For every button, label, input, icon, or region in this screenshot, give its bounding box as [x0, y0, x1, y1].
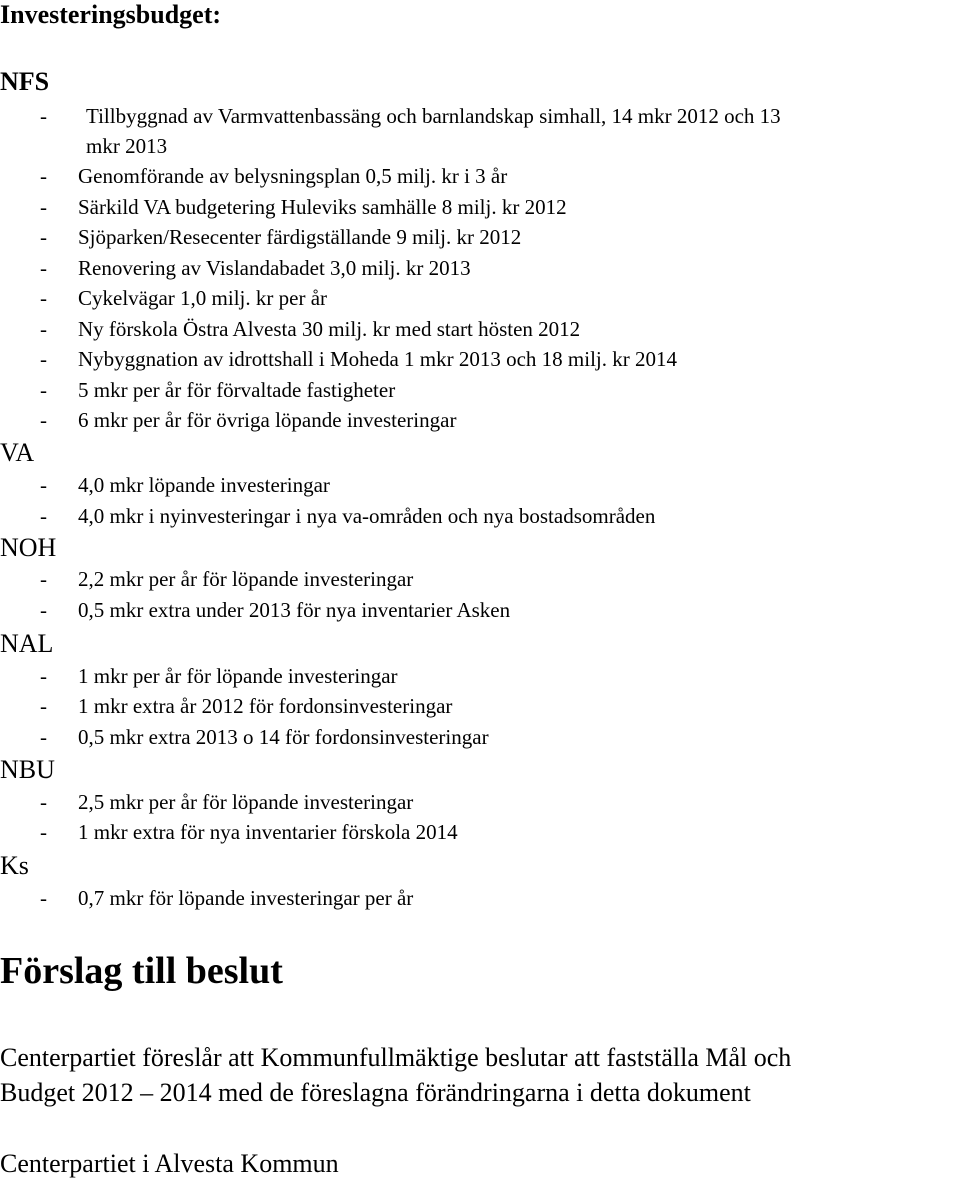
list-item-text: 4,0 mkr i nyinvesteringar i nya va-områden och nya bostadsområden	[78, 504, 656, 528]
decision-text-line-2: Budget 2012 – 2014 med de föreslagna förändringarna i detta dokument	[0, 1078, 751, 1107]
list-dash: -	[40, 820, 47, 844]
list-dash: -	[40, 567, 47, 591]
list-item-text: Ny förskola Östra Alvesta 30 milj. kr med start hösten 2012	[78, 317, 581, 341]
section-heading-nfs: NFS	[0, 67, 50, 96]
list-item-text: Tillbyggnad av Varmvattenbassäng och barnlandskap simhall, 14 mkr 2012 och 13	[86, 104, 781, 128]
decision-text-line-1: Centerpartiet föreslår att Kommunfullmäktige beslutar att fastställa Mål och	[0, 1043, 792, 1072]
list-item-text: Cykelvägar 1,0 milj. kr per år	[78, 286, 328, 310]
list-dash: -	[40, 347, 47, 371]
section-heading-va: VA	[0, 438, 35, 467]
list-dash: -	[40, 378, 47, 402]
decision-heading: Förslag till beslut	[0, 950, 283, 992]
list-dash: -	[40, 694, 47, 718]
list-dash: -	[40, 504, 47, 528]
list-item-text: 4,0 mkr löpande investeringar	[78, 473, 330, 497]
list-item-text: 5 mkr per år för förvaltade fastigheter	[78, 378, 396, 402]
section-heading-noh: NOH	[0, 533, 57, 562]
list-dash: -	[40, 164, 47, 188]
list-dash: -	[40, 256, 47, 280]
section-heading-ks: Ks	[0, 851, 29, 880]
list-dash: -	[40, 598, 47, 622]
list-item-text: Särkild VA budgetering Huleviks samhälle 8 milj. kr 2012	[78, 195, 567, 219]
list-dash: -	[40, 790, 47, 814]
section-heading-nal: NAL	[0, 629, 54, 658]
list-item-text: Sjöparken/Resecenter färdigställande 9 milj. kr 2012	[78, 225, 522, 249]
list-item-text: Nybyggnation av idrottshall i Moheda 1 mkr 2013 och 18 milj. kr 2014	[78, 347, 678, 371]
list-item-text: 6 mkr per år för övriga löpande investeringar	[78, 408, 457, 432]
list-item-text: 0,5 mkr extra under 2013 för nya inventarier Asken	[78, 598, 511, 622]
list-dash: -	[40, 725, 47, 749]
list-item-text: mkr 2013	[86, 134, 168, 158]
list-item-text: 1 mkr extra år 2012 för fordonsinvesteringar	[78, 694, 453, 718]
page-title: Investeringsbudget:	[0, 0, 222, 29]
list-item-text: 1 mkr extra för nya inventarier förskola 2014	[78, 820, 458, 844]
list-dash: -	[40, 104, 47, 128]
list-item-text: 2,2 mkr per år för löpande investeringar	[78, 567, 414, 591]
list-dash: -	[40, 225, 47, 249]
list-dash: -	[40, 286, 47, 310]
signature: Centerpartiet i Alvesta Kommun	[0, 1149, 339, 1178]
list-dash: -	[40, 408, 47, 432]
list-item-text: Renovering av Vislandabadet 3,0 milj. kr 2013	[78, 256, 471, 280]
list-dash: -	[40, 317, 47, 341]
list-dash: -	[40, 473, 47, 497]
list-item-text: 1 mkr per år för löpande investeringar	[78, 664, 398, 688]
list-dash: -	[40, 886, 47, 910]
list-item-text: 2,5 mkr per år för löpande investeringar	[78, 790, 414, 814]
list-dash: -	[40, 664, 47, 688]
list-item-text: Genomförande av belysningsplan 0,5 milj. kr i 3 år	[78, 164, 508, 188]
list-item-text: 0,7 mkr för löpande investeringar per år	[78, 886, 414, 910]
list-dash: -	[40, 195, 47, 219]
section-heading-nbu: NBU	[0, 755, 55, 784]
list-item-text: 0,5 mkr extra 2013 o 14 för fordonsinvesteringar	[78, 725, 489, 749]
